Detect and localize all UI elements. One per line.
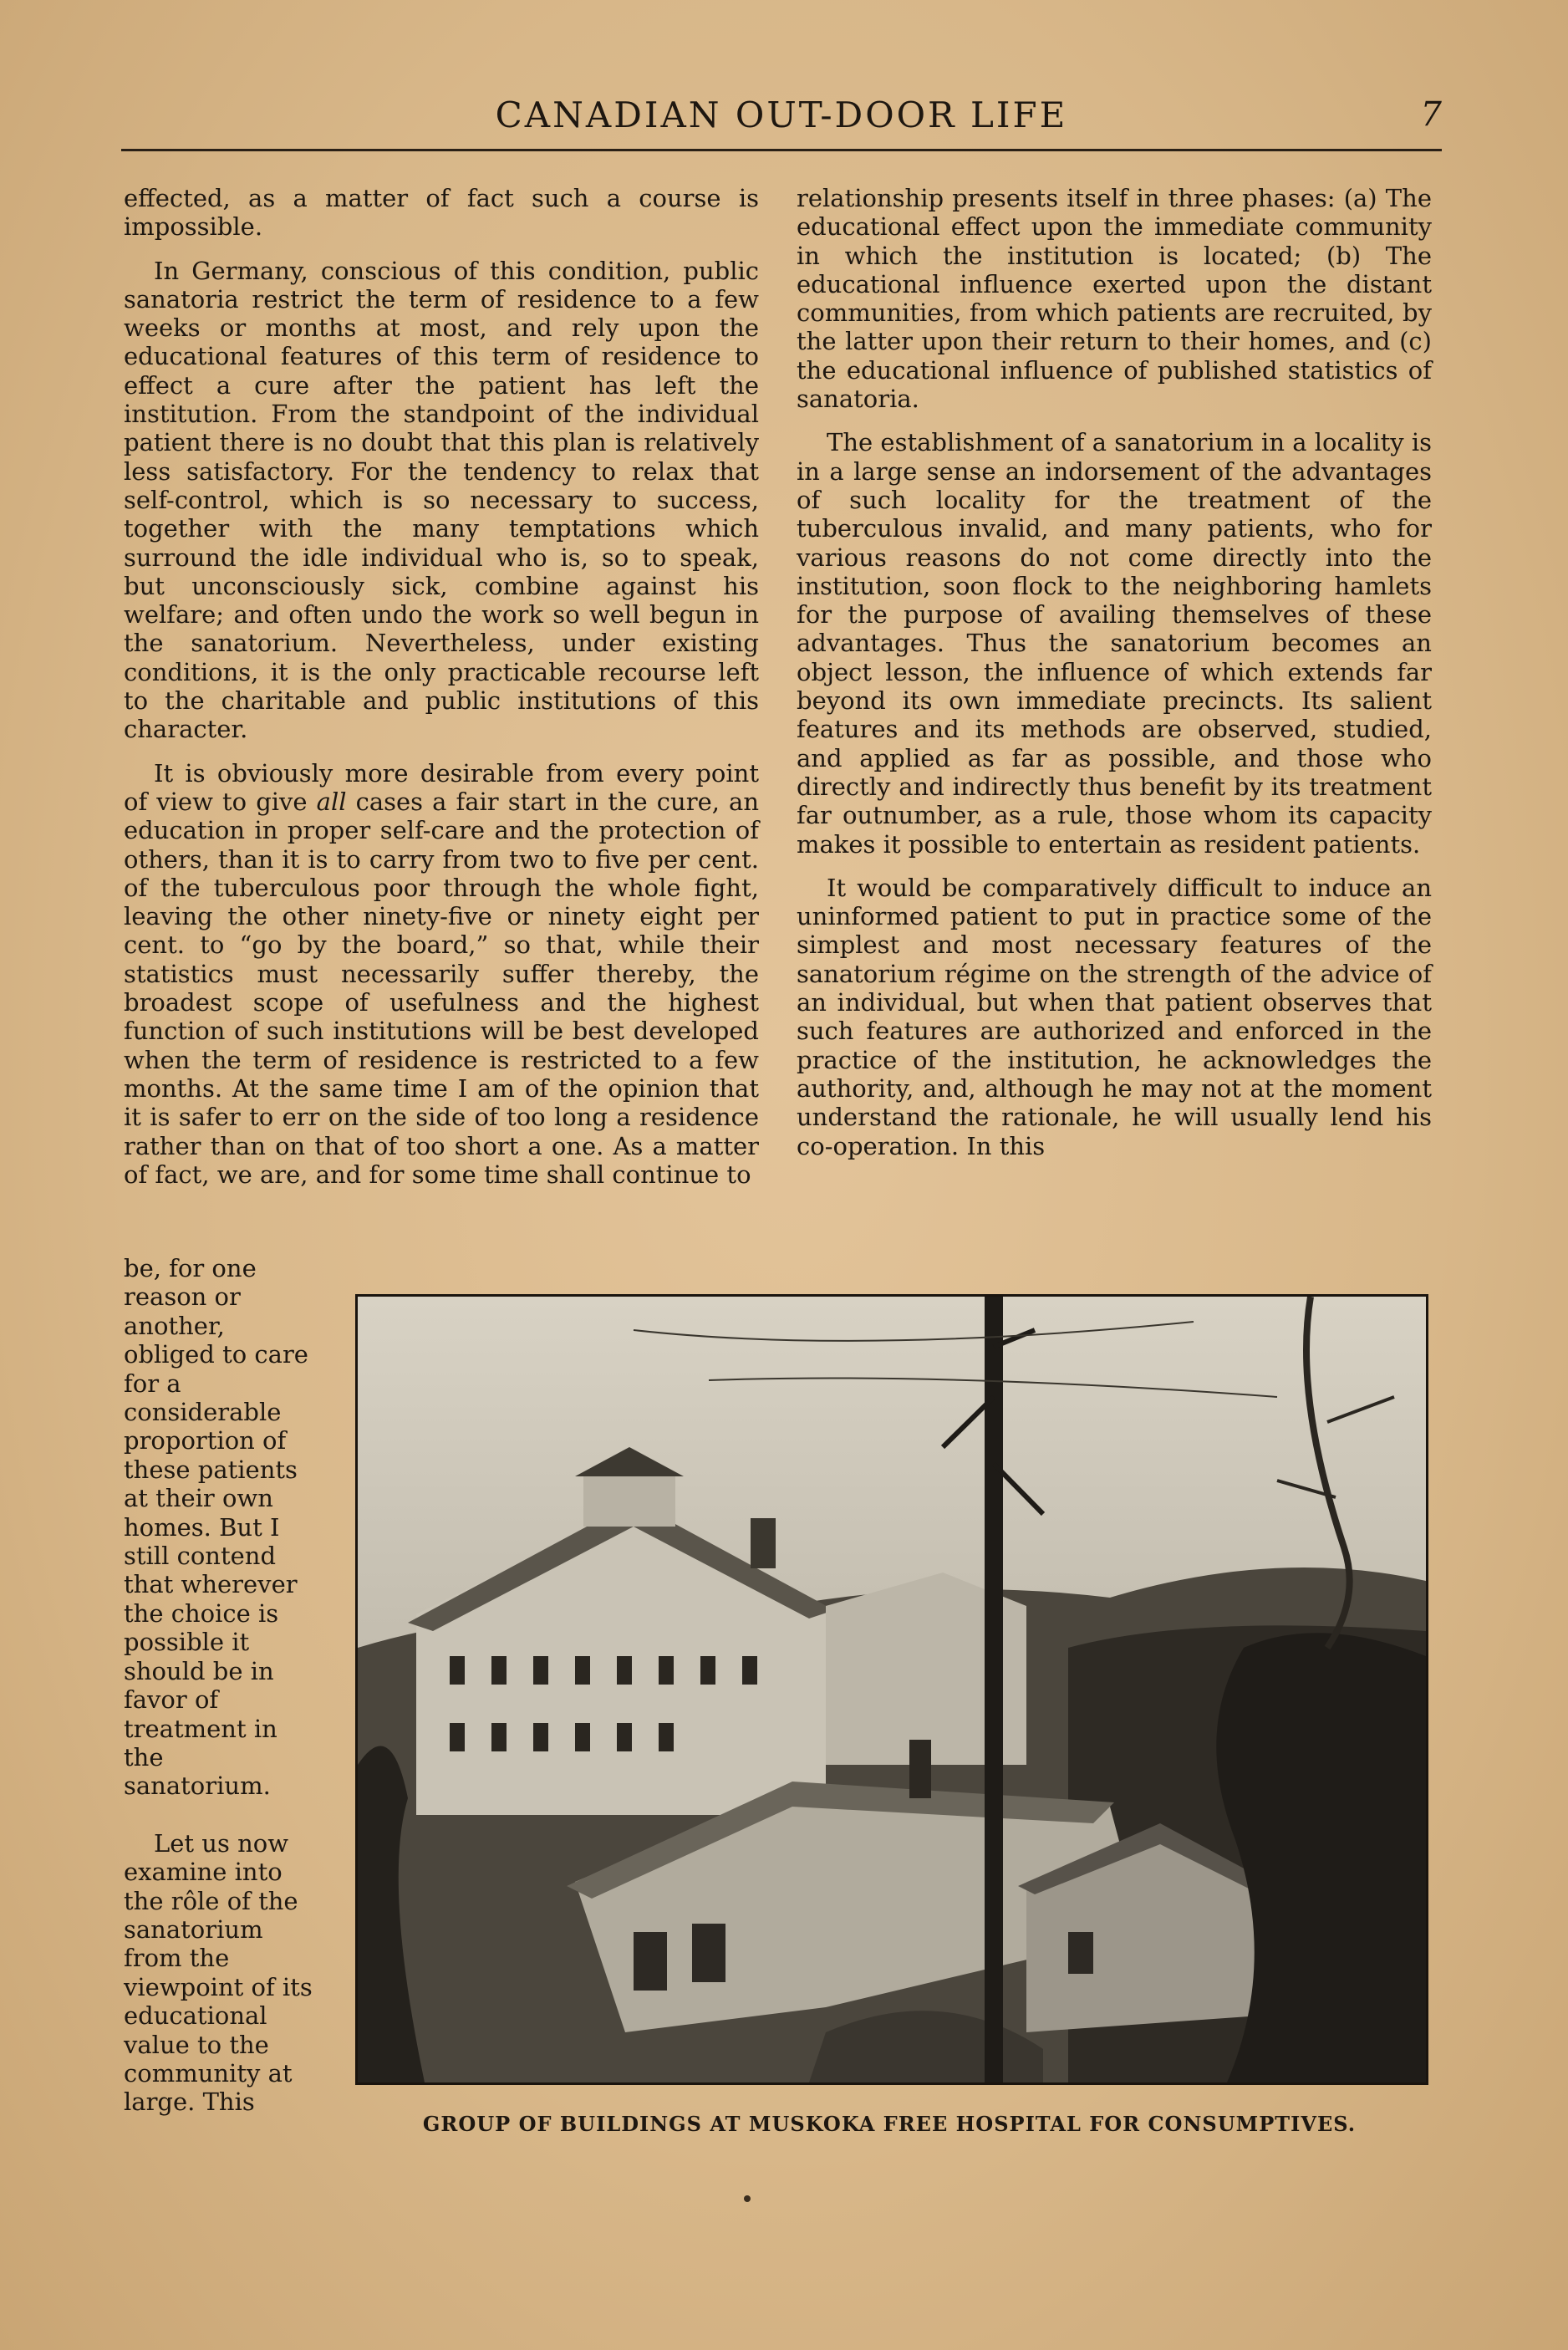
publication-title: CANADIAN OUT-DOOR LIFE: [495, 94, 1068, 135]
ornament-dot: [744, 2195, 751, 2202]
paragraph: It would be comparatively difficult to induce an uninformed patient to put in practice some of the simplest and most necessary features of the sanatorium régime on the strength of the advice of an individual, but when that patient observes that such features are authorized and enforced in the practice of the institution, he acknowledges the authority, and, although he may not at the moment understand the rationale, he will usually lend his co-operation. In this: [797, 873, 1432, 1160]
paragraph: relationship presents itself in three phases: (a) The educational effect upon the immediate community in which the institution is located; (b) The educational influence exerted upon the distant communities, from which patients are recruited, by the latter upon their return to their homes, and (c) the educational influence of published statistics of sanatoria.: [797, 184, 1432, 414]
hospital-photograph: [355, 1294, 1428, 2085]
paragraph: Let us now examine into the rôle of the sanatorium from the viewpoint of its educational value to the community at large. This: [124, 1828, 313, 2117]
emphasis-text: all: [316, 787, 347, 816]
narrow-column: [124, 1254, 318, 2145]
paragraph: In Germany, conscious of this condition, public sanatoria restrict the term of residence to a few weeks or months at most, and rely upon the educational features of this term of residence to effect a cure after the patient has left the institution. From the standpoint of the individual patient there is no doubt that this plan is relatively less satisfactory. For the tendency to relax that self-control, which is so necessary to success, together with the many temptations which surround the idle individual who is, so to speak, but unconsciously sick, combine against his welfare; and often undo the work so well begun in the sanatorium. Nevertheless, under existing conditions, it is the only practicable recourse left to the charitable and public institutions of this character.: [124, 256, 759, 744]
running-header: [121, 90, 1442, 140]
paragraph: The establishment of a sanatorium in a locality is in a large sense an indorsement of the advantages of such locality for the treatment of the tuberculous invalid, and many patients, who for various reasons do not come directly into the institution, soon flock to the neighboring hamlets for the purpose of availing themselves of these advantages. Thus the sanatorium becomes an object lesson, the influence of which extends far beyond its own immediate precincts. Its salient features and its methods are observed, studied, and applied as far as possible, and those who directly and indirectly thus benefit by its treatment far outnumber, as a rule, those whom its capacity makes it possible to entertain as resident patients.: [797, 428, 1432, 859]
page-number: 7: [1420, 95, 1442, 134]
paragraph: [124, 759, 759, 1189]
photo-caption: GROUP OF BUILDINGS AT MUSKOKA FREE HOSPITAL FOR CONSUMPTIVES.: [422, 2112, 1357, 2136]
left-column: [124, 184, 759, 1204]
paragraph: effected, as a matter of fact such a course is impossible.: [124, 184, 759, 242]
text-run: cases a fair start in the cure, an education in proper self-care and the protection of others, than it is to carry from two to five per cent. of the tuberculous poor through the whole fight, leaving the other ninety-five or ninety eight per cent. to “go by the board,” so that, while their statistics must necessarily suffer thereby, the broadest scope of usefulness and the highest function of such institutions will be best developed when the term of residence is restricted to a few months. At the same time I am of the opinion that it is safer to err on the side of too long a residence rather than on that of too short a one. As a matter of fact, we are, and for some time shall continue to: [124, 787, 759, 1189]
right-column: [797, 184, 1432, 1175]
photo-illustration: [358, 1297, 1426, 2082]
paragraph: be, for one reason or another, obliged to care for a considerable proportion of these patients at their own homes. But I still contend that wherever the choice is possible it should be in favor of treatment in the sanatorium.: [124, 1254, 308, 1801]
text-run: It is obviously more desirable from every point of view to give: [124, 758, 759, 816]
header-rule: [121, 149, 1442, 151]
